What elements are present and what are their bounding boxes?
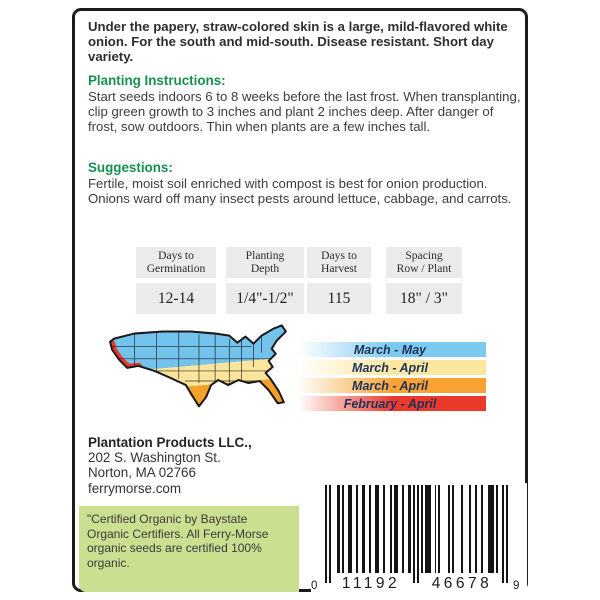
column-header: Days to Harvest	[307, 247, 371, 278]
table-col-depth	[226, 247, 304, 314]
zone-bar-lower-mid: March - April	[294, 378, 486, 393]
organic-certification-box	[79, 506, 299, 592]
column-header: Spacing Row / Plant	[386, 247, 462, 278]
upc-group1: 11192	[341, 575, 401, 592]
column-header: Days to Germination	[136, 247, 216, 278]
table-col-spacing	[386, 247, 462, 314]
column-value: 18" / 3"	[386, 283, 462, 314]
table-col-harvest	[307, 247, 371, 314]
city-state-zip: Norton, MA 02766	[88, 465, 196, 481]
suggestions-heading: Suggestions:	[88, 160, 173, 175]
sowing-zone-legend	[294, 342, 486, 414]
suggestions-text: Fertile, moist soil enriched with compost is best for onion production. Onions ward off many insect pests around lettuce, cabbage, and carrots.	[88, 176, 512, 206]
website: ferrymorse.com	[88, 480, 182, 496]
table-col-germination	[136, 247, 216, 314]
organic-certification-text: "Certified Organic by Baystate Organic Certifiers. All Ferry-Morse organic seeds are certified 100% organic.	[87, 512, 269, 570]
company-name: Plantation Products LLC.,	[88, 435, 252, 450]
upc-right-digit: 9	[513, 580, 520, 592]
planting-instructions-text: Start seeds indoors 6 to 8 weeks before the last frost. When transplanting, clip green growth to 3 inches and plant 2 inches deep. After danger of frost, sow outdoors. Thin when plants are a few inches tall.	[88, 89, 521, 134]
column-value: 115	[307, 283, 371, 314]
us-sowing-map	[100, 322, 302, 434]
zone-bar-south: February - April	[294, 396, 486, 411]
upc-group2: 46678	[431, 575, 493, 592]
upc-left-digit: 0	[311, 580, 318, 592]
company-address	[88, 435, 252, 496]
column-header: Planting Depth	[226, 247, 304, 278]
zone-bar-upper-mid: March - April	[294, 360, 486, 375]
upc-barcode	[311, 483, 527, 599]
map-zone-fill	[100, 322, 302, 433]
column-value: 12-14	[136, 283, 216, 314]
street-address: 202 S. Washington St.	[88, 450, 221, 466]
packet-panel	[72, 8, 528, 592]
column-value: 1/4"-1/2"	[226, 283, 304, 314]
barcode-bars	[325, 485, 508, 583]
planting-instructions-heading: Planting Instructions:	[88, 73, 226, 88]
zone-bar-north: March - May	[294, 342, 486, 357]
description-text: Under the papery, straw-colored skin is a large, mild-flavored white onion. For the south and mid-south. Disease resistant. Short day variety.	[88, 19, 508, 64]
